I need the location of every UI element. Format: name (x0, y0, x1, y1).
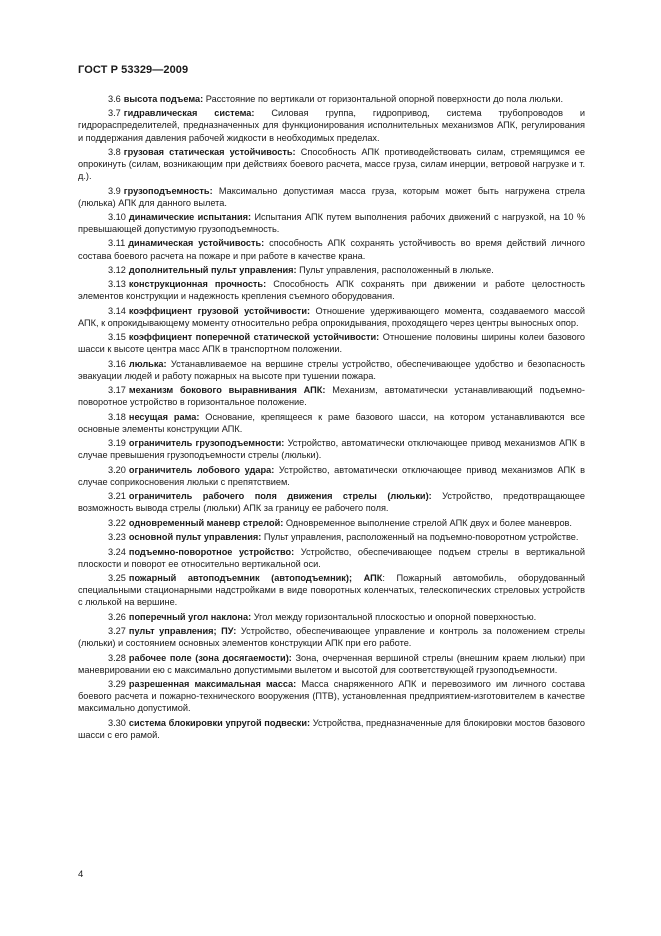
term-number: 3.29 (108, 679, 126, 690)
term-definition: способность АПК сохранять устойчивость во время действий личного состава боевого расчета на пожаре и при работе в качестве крана. (78, 238, 585, 261)
term-entry (78, 93, 585, 105)
term-definition: Силовая группа, гидропривод, система трубопроводов и гидрораспределителей, предназначенных для функционирования исполнительных механизмов АПК, регулирования и поддержания давления рабочей жидкости в необходимых пределах. (78, 108, 586, 143)
term-entry (78, 625, 585, 649)
term-entry (78, 611, 585, 623)
term-number: 3.8 (108, 146, 121, 157)
term-number: 3.19 (108, 438, 126, 449)
term-number: 3.20 (108, 464, 126, 475)
term-entry (78, 264, 585, 276)
term-name: система блокировки упругой подвески: (128, 717, 311, 728)
term-name: грузоподъемность: (123, 185, 213, 196)
term-definition: Максимально допустимая масса груза, которым может быть нагружена стрела (люлька) АПК для данного вылета. (78, 185, 585, 208)
term-definition: Способность АПК противодействовать силам, стремящимся ее опрокинуть (силам, возникающим при действиях боевого расчета, массе груза, силам инерции, ветровой нагрузке и т. д.). (78, 146, 586, 182)
term-name: грузовая статическая устойчивость: (123, 146, 296, 157)
term-definition: Устройство, автоматически отключающее привод механизмов АПК в случае превышения грузоподъемности стрелы (люльки). (78, 438, 585, 461)
term-entry (78, 546, 585, 570)
term-entry (78, 211, 585, 235)
term-entry (78, 331, 585, 355)
term-entry (78, 146, 585, 182)
terms-section (78, 93, 585, 743)
term-entry (78, 490, 585, 514)
term-entry (78, 305, 585, 329)
term-name: основной пульт управления: (128, 532, 262, 543)
term-definition: Угол между горизонтальной плоскостью и опорной поверхностью. (253, 611, 537, 622)
term-entry (78, 678, 585, 714)
term-definition: Устройство, автоматически отключающее привод механизмов АПК в случае соприкосновения люльки с препятствием. (78, 464, 585, 487)
term-name: пульт управления; ПУ: (128, 626, 237, 637)
term-number: 3.15 (108, 332, 126, 343)
term-definition: Отношение половины ширины колеи базового шасси к высоте центра масс АПК в транспортном положении. (78, 332, 585, 355)
term-name: конструкционная прочность: (128, 279, 267, 290)
document-code-header: ГОСТ Р 53329—2009 (78, 64, 189, 76)
term-number: 3.7 (108, 108, 121, 119)
term-number: 3.30 (108, 717, 126, 728)
term-name: динамические испытания: (128, 211, 252, 222)
term-name: одновременный маневр стрелой: (128, 517, 284, 528)
term-definition: Пульт управления, расположенный в люльке. (299, 264, 494, 275)
term-entry (78, 652, 585, 676)
term-name: несущая рама: (128, 411, 200, 422)
term-definition: Устройства, предназначенные для блокировки мостов базового шасси с его рамой. (78, 717, 585, 740)
term-number: 3.22 (108, 517, 126, 528)
term-definition: Пульт управления, расположенный на подъемно-поворотном устройстве. (263, 532, 579, 543)
term-number: 3.16 (108, 358, 126, 369)
term-definition: Основание, крепящееся к раме базового шасси, на котором устанавливаются все основные элементы конструкции АПК. (78, 411, 585, 434)
term-number: 3.28 (108, 652, 126, 663)
term-name: поперечный угол наклона: (128, 611, 252, 622)
term-name: разрешенная максимальная масса: (128, 679, 297, 690)
term-number: 3.24 (108, 546, 126, 557)
term-number: 3.18 (108, 411, 126, 422)
term-name: люлька: (128, 358, 167, 369)
term-number: 3.27 (108, 626, 126, 637)
term-name: динамическая устойчивость: (128, 238, 265, 249)
term-name: дополнительный пульт управления: (128, 264, 297, 275)
term-name: гидравлическая система: (123, 108, 255, 119)
term-name: коэффициент грузовой устойчивости: (128, 305, 311, 316)
term-number: 3.6 (108, 94, 121, 104)
term-number: 3.14 (108, 305, 126, 316)
term-number: 3.10 (108, 211, 126, 222)
term-definition: Механизм, автоматически устанавливающий подъемно-поворотное устройство в горизонтальное положение. (78, 385, 585, 408)
term-name: ограничитель лобового удара: (128, 464, 275, 475)
term-number: 3.12 (108, 264, 126, 275)
term-definition: : Пожарный автомобиль, оборудованный специальными стационарными надстройками в виде поворотных коленчатых, телескопических стреловых устройств с люлькой на вершине. (78, 573, 585, 608)
term-entry (78, 358, 585, 382)
term-definition: Отношение удерживающего момента, создаваемого массой АПК, к опрокидывающему моменту относительно ребра опрокидывания, проходящего через центры выносных опор. (78, 305, 585, 328)
term-definition: Способность АПК сохранять при движении и работе целостность элементов конструкции и надежность крепления съемного оборудования. (78, 279, 585, 302)
term-definition: Расстояние по вертикали от горизонтальной опорной поверхности до пола люльки. (205, 94, 564, 104)
term-entry (78, 464, 585, 488)
term-number: 3.9 (108, 185, 121, 196)
term-number: 3.17 (108, 385, 126, 396)
term-entry (78, 237, 585, 261)
term-name: ограничитель рабочего поля движения стрелы (люльки): (128, 491, 432, 502)
term-definition: Устанавливаемое на вершине стрелы устройство, обеспечивающее удобство и безопасность эвакуации людей и работу пожарных на высоте при тушении пожара. (78, 358, 585, 381)
term-entry (78, 517, 585, 529)
term-number: 3.26 (108, 611, 126, 622)
term-entry (78, 717, 585, 741)
term-number: 3.21 (108, 491, 126, 502)
term-number: 3.13 (108, 279, 126, 290)
term-definition: Устройство, обеспечивающее подъем стрелы в вертикальной плоскости и поворот ее относительно вертикальной оси. (78, 546, 586, 569)
term-name: ограничитель грузоподъемности: (128, 438, 285, 449)
term-entry (78, 278, 585, 302)
term-definition: Одновременное выполнение стрелой АПК двух и более маневров. (285, 517, 572, 528)
term-entry (78, 531, 585, 543)
term-definition: Устройство, обеспечивающее управление и контроль за положением стрелы (люльки) и состоянием основных элементов конструкции АПК при его работе. (78, 626, 585, 649)
term-entry (78, 384, 585, 408)
term-definition: Масса снаряженного АПК и перевозимого им личного состава боевого расчета и пожарно-технического вооружения (ПТВ), установленная предприятием-изготовителем в качестве максимально допустимой. (78, 679, 585, 714)
term-name: высота подъема: (123, 94, 204, 104)
term-name: коэффициент поперечной статической устойчивости: (128, 332, 380, 343)
term-entry (78, 411, 585, 435)
term-name: подъемно-поворотное устройство: (128, 546, 295, 557)
term-entry (78, 185, 585, 209)
term-definition: Зона, очерченная вершиной стрелы (внешним краем люльки) при маневрировании ею с максимально допустимыми вылетом и высотой для соответствующей грузоподъемности. (78, 652, 585, 675)
term-number: 3.25 (108, 573, 126, 584)
term-number: 3.11 (108, 238, 126, 249)
term-definition: Испытания АПК путем выполнения рабочих движений с нагрузкой, на 10 % превышающей допустимую грузоподъемность. (78, 211, 586, 235)
term-definition: Устройство, предотвращающее возможность вывода стрелы (люльки) АПК за границу ее рабочего поля. (78, 491, 585, 514)
term-entry (78, 437, 585, 461)
term-entry (78, 107, 585, 143)
page-number: 4 (78, 869, 84, 880)
term-name: рабочее поле (зона досягаемости): (128, 652, 292, 663)
term-name: пожарный автоподъемник (автоподъемник); АПК (128, 573, 383, 584)
term-name: механизм бокового выравнивания АПК: (128, 385, 326, 396)
term-number: 3.23 (108, 532, 126, 543)
term-entry (78, 572, 585, 608)
